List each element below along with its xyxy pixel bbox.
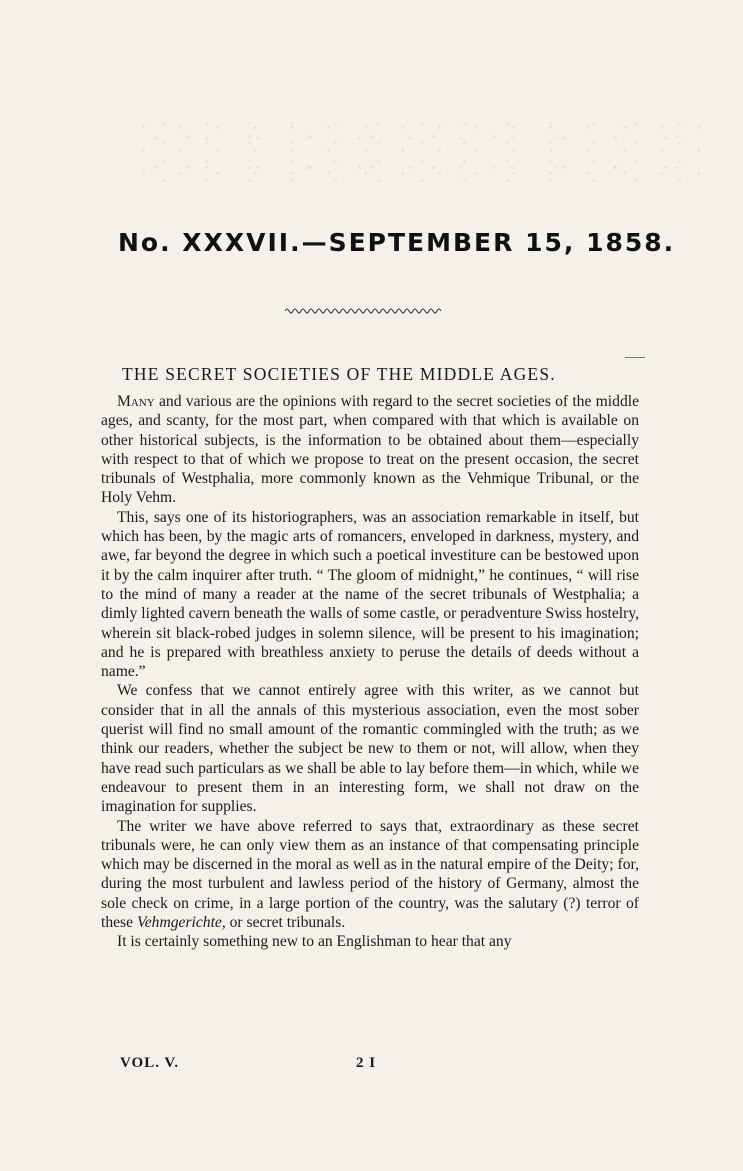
ornamental-rule [285,305,443,317]
stray-mark [625,357,645,358]
paragraph-4-tail: or secret tribunals. [225,914,346,932]
paragraph-5: It is certainly something new to an Englishman to hear that any [117,933,512,951]
paragraph-3: We confess that we cannot entirely agree with this writer, as we cannot but consider that in all the annals of this mysterious association, even the most sober querist will find no small amount of the romantic commingled with the truth; as we think our readers, whether the subject be new to them or not, will allow, when they have read such particulars as we shall be able to lay before them—in which, while we endeavour to present them in an interesting form, we shall not draw on the imagination for supplies. [101,682,639,816]
paragraph-1-text: and various are the opinions with regard to the secret societies of the middle ages, and scanty, for the most part, when compared with that which is available on other historical subjects, is the information to be obtained about them—especially with respect to that of which we propose to treat on the present occasion, the secret tribunals of Westphalia, more commonly known as the Vehmique Tribunal, or the Holy Vehm. [101,393,639,507]
volume-label: VOL. V. [120,1055,180,1071]
article-body [101,392,639,952]
paragraph-4-text: The writer we have above referred to says that, extraordinary as these secret tribunals were, he can only view them as an instance of that compensating principle which may be discerned in the moral as well as in the natural empire of the Deity; for, during the most turbulent and lawless period of the history of Germany, almost the sole check on crime, in a large portion of the country, was the salutary (?) terror of these [101,817,639,932]
paper-speckle [140,118,700,188]
issue-heading: No. XXXVII.—SEPTEMBER 15, 1858. [118,228,676,257]
paragraph-2: This, says one of its historiographers, was an association remarkable in itself, but which has been, by the magic arts of romancers, enveloped in darkness, mystery, and awe, far beyond the degree in which such a poetical investiture can be bestowed upon it by the calm inquirer after truth. “ The gloom of midnight,” he continues, “ will rise to the mind of many a reader at the name of the secret tribunals of Westphalia; a dimly lighted cavern beneath the walls of some castle, or peradventure Swiss hostelry, wherein sit black-robed judges in solemn silence, will be present to his imagination; and he is prepared with breathless anxiety to peruse the details of deeds without a name.” [101,508,639,681]
paragraph-1 [101,392,639,508]
drop-word: Many [117,393,155,410]
italic-term: Vehmgerichte, [136,914,226,932]
signature-mark: 2 I [356,1055,377,1071]
article-title: THE SECRET SOCIETIES OF THE MIDDLE AGES. [122,364,556,384]
paragraph-4 [101,817,639,933]
